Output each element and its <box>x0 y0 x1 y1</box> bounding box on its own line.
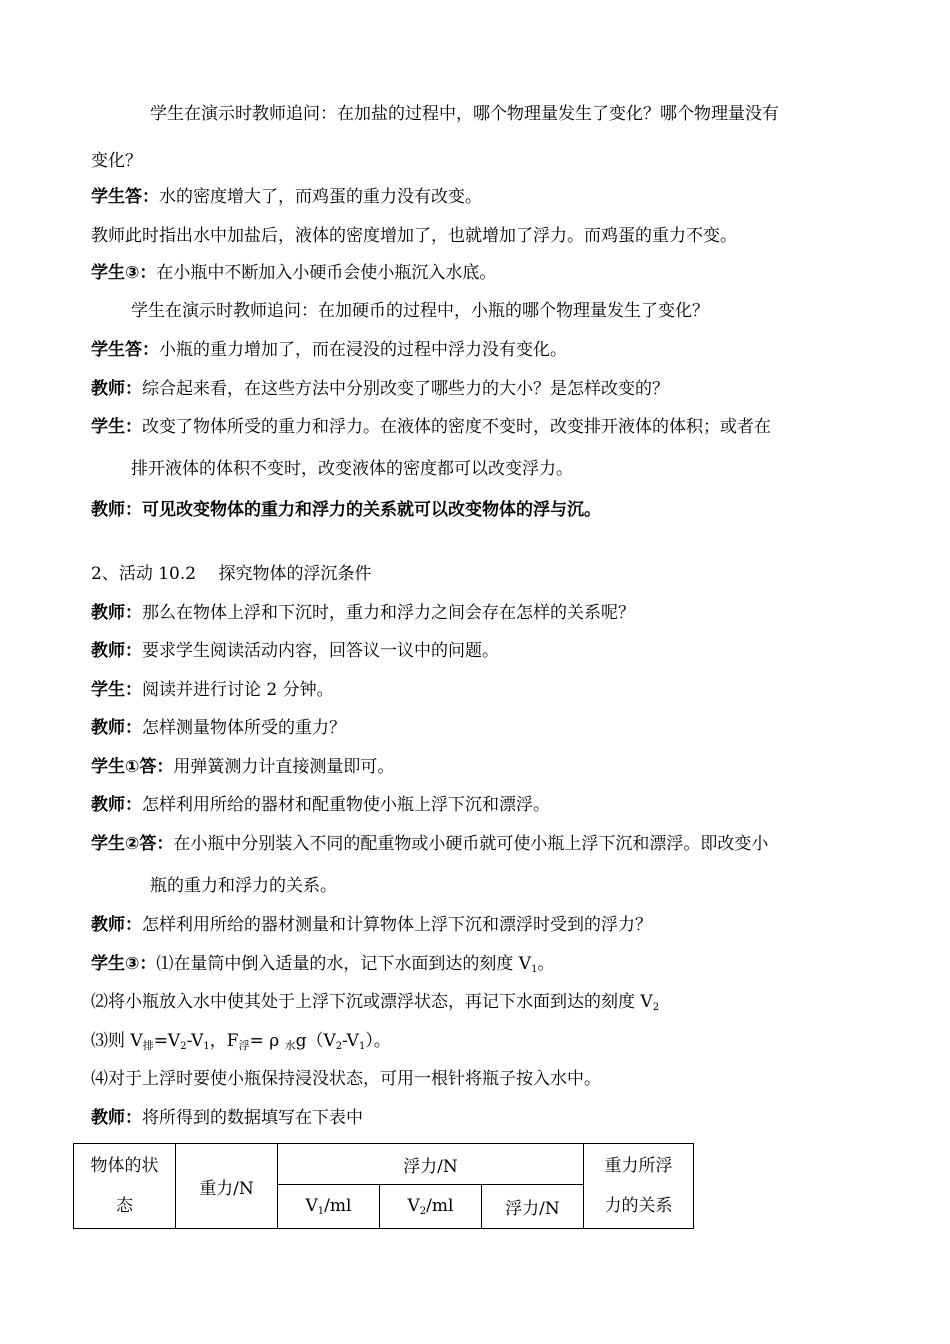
dialogue-line <box>91 833 768 855</box>
dialogue-line <box>91 756 394 778</box>
dialogue-line <box>91 602 635 624</box>
dialogue-text: ⑴在量筒中倒入适量的水，记下水面到达的刻度 V <box>156 954 532 974</box>
header-text: 重力所浮 <box>604 1156 673 1176</box>
paragraph-text: 学生在演示时教师追问：在加硬币的过程中，小瓶的哪个物理量发生了变化？ <box>131 301 709 321</box>
dialogue-text: 要求学生阅读活动内容，回答议一议中的问题。 <box>142 641 499 661</box>
speaker-label: 学生③： <box>91 263 157 283</box>
dialogue-line <box>91 1107 363 1129</box>
header-text: 重力/N <box>199 1178 254 1199</box>
step-text: ⑵将小瓶放入水中使其处于上浮下沉或漂浮状态，再记下水面到达的刻度 V <box>91 992 653 1012</box>
dialogue-text: 改变了物体所受的重力和浮力。在液体的密度不变时，改变排开液体的体积；或者在 <box>142 417 771 437</box>
dialogue-line <box>91 640 499 662</box>
dialogue-text: 那么在物体上浮和下沉时，重力和浮力之间会存在怎样的关系呢？ <box>142 603 635 623</box>
formula-text: ）。 <box>365 1031 391 1051</box>
teacher-conclusion <box>91 499 601 521</box>
header-text: 浮力/N <box>505 1199 560 1220</box>
dialogue-line <box>91 378 669 400</box>
paragraph-text: 变化？ <box>91 151 142 171</box>
speaker-label: 教师： <box>91 379 142 399</box>
dialogue-text: 在小瓶中分别装入不同的配重物或小硬币就可使小瓶上浮下沉和漂浮。即改变小 <box>173 834 769 854</box>
dialogue-text: 阅读并进行讨论 2 分钟。 <box>142 680 334 700</box>
subscript: 排 <box>142 1039 154 1052</box>
conclusion-text: 教师：可见改变物体的重力和浮力的关系就可以改变物体的浮与沉。 <box>91 500 601 520</box>
speaker-label: 教师： <box>91 641 142 661</box>
formula-text: -V <box>342 1031 359 1051</box>
formula-text: = ρ <box>249 1031 285 1051</box>
speaker-label: 学生： <box>91 680 142 700</box>
data-table <box>73 1143 694 1229</box>
subscript: 1 <box>531 964 538 975</box>
dialogue-text: 在小瓶中不断加入小硬币会使小瓶沉入水底。 <box>156 263 497 283</box>
dialogue-text: 综合起来看，在这些方法中分别改变了哪些力的大小？是怎样改变的？ <box>142 379 669 399</box>
table-header-cell <box>278 1185 380 1229</box>
dialogue-line <box>91 953 554 981</box>
subscript: 1 <box>358 1041 366 1052</box>
speaker-label: 学生③： <box>91 954 157 974</box>
step-line <box>91 1068 601 1090</box>
dialogue-text: 水的密度增大了，而鸡蛋的重力没有改变。 <box>159 187 482 207</box>
dialogue-text: 怎样利用所给的器材和配重物使小瓶上浮下沉和漂浮。 <box>142 795 550 815</box>
step-text: ⑷对于上浮时要使小瓶保持浸没状态，可用一根针将瓶子按入水中。 <box>91 1069 601 1089</box>
formula-text: ，F <box>209 1031 239 1051</box>
paragraph-text: 教师此时指出水中加盐后，液体的密度增加了，也就增加了浮力。而鸡蛋的重力不变。 <box>91 226 737 246</box>
dialogue-text: 怎样测量物体所受的重力？ <box>142 718 346 738</box>
dialogue-text: 小瓶的重力增加了，而在浸没的过程中浮力没有变化。 <box>159 340 567 360</box>
paragraph-line <box>150 103 779 125</box>
header-text: 态 <box>116 1196 133 1216</box>
section-heading <box>91 563 371 585</box>
subscript: 1 <box>317 1206 325 1218</box>
dialogue-line <box>91 339 567 361</box>
formula-text: g（V <box>295 1031 336 1051</box>
paragraph-text: 学生在演示时教师追问：在加盐的过程中，哪个物理量发生了变化？哪个物理量没有 <box>150 104 779 124</box>
speaker-label: 教师： <box>91 915 142 935</box>
speaker-label: 学生②答： <box>91 834 174 854</box>
formula-text: -V <box>186 1031 204 1051</box>
header-text: 物体的状 <box>90 1156 159 1176</box>
header-text: /ml <box>426 1196 454 1217</box>
speaker-label: 学生答： <box>91 340 159 360</box>
dialogue-line <box>91 262 496 284</box>
dialogue-text: 瓶的重力和浮力的关系。 <box>150 876 337 896</box>
subscript: 2 <box>652 1002 660 1013</box>
formula-text: ⑶则 V <box>91 1031 143 1051</box>
step-line <box>91 991 659 1019</box>
paragraph-line <box>131 300 709 322</box>
paragraph-line <box>91 150 142 172</box>
speaker-label: 教师： <box>91 718 142 738</box>
header-text: V <box>407 1196 420 1217</box>
dialogue-line <box>91 186 482 208</box>
formula-line <box>91 1030 391 1058</box>
speaker-label: 学生答： <box>91 187 159 207</box>
dialogue-line <box>91 679 334 701</box>
subscript: 水 <box>284 1039 296 1052</box>
subscript: 2 <box>180 1041 187 1052</box>
dialogue-text: 将所得到的数据填写在下表中 <box>142 1108 363 1128</box>
table-header-cell <box>584 1144 694 1229</box>
speaker-label: 教师： <box>91 795 142 815</box>
header-text: V <box>305 1196 318 1217</box>
header-text: 力的关系 <box>604 1196 673 1216</box>
subscript: 1 <box>203 1041 210 1052</box>
subscript: 浮 <box>238 1039 250 1052</box>
subscript: 2 <box>335 1041 343 1052</box>
formula-text: =V <box>153 1031 181 1051</box>
table-header-cell <box>482 1185 584 1229</box>
section-heading-text: 2、活动 10.2 探究物体的浮沉条件 <box>91 564 372 584</box>
table-header-cell <box>380 1185 482 1229</box>
dialogue-line <box>91 416 771 438</box>
dialogue-line-continued <box>150 875 337 897</box>
dialogue-line <box>91 717 346 739</box>
dialogue-text: 。 <box>537 954 555 974</box>
speaker-label: 教师： <box>91 1108 142 1128</box>
dialogue-text: 怎样利用所给的器材测量和计算物体上浮下沉和漂浮时受到的浮力？ <box>142 915 652 935</box>
table-header-row <box>74 1144 694 1185</box>
dialogue-line <box>91 914 652 936</box>
speaker-label: 学生①答： <box>91 757 174 777</box>
paragraph-line <box>91 225 737 247</box>
dialogue-line <box>91 794 550 816</box>
dialogue-text: 用弹簧测力计直接测量即可。 <box>173 757 395 777</box>
speaker-label: 学生： <box>91 417 142 437</box>
table-header-cell <box>278 1144 584 1185</box>
dialogue-text: 排开液体的体积不变时，改变液体的密度都可以改变浮力。 <box>131 459 573 479</box>
table-header-cell <box>74 1144 176 1229</box>
header-text: /ml <box>324 1196 352 1217</box>
subscript: 2 <box>419 1206 427 1218</box>
dialogue-line-continued <box>131 458 573 480</box>
speaker-label: 教师： <box>91 603 142 623</box>
table-header-cell <box>176 1144 278 1229</box>
header-text: 浮力/N <box>403 1156 458 1177</box>
